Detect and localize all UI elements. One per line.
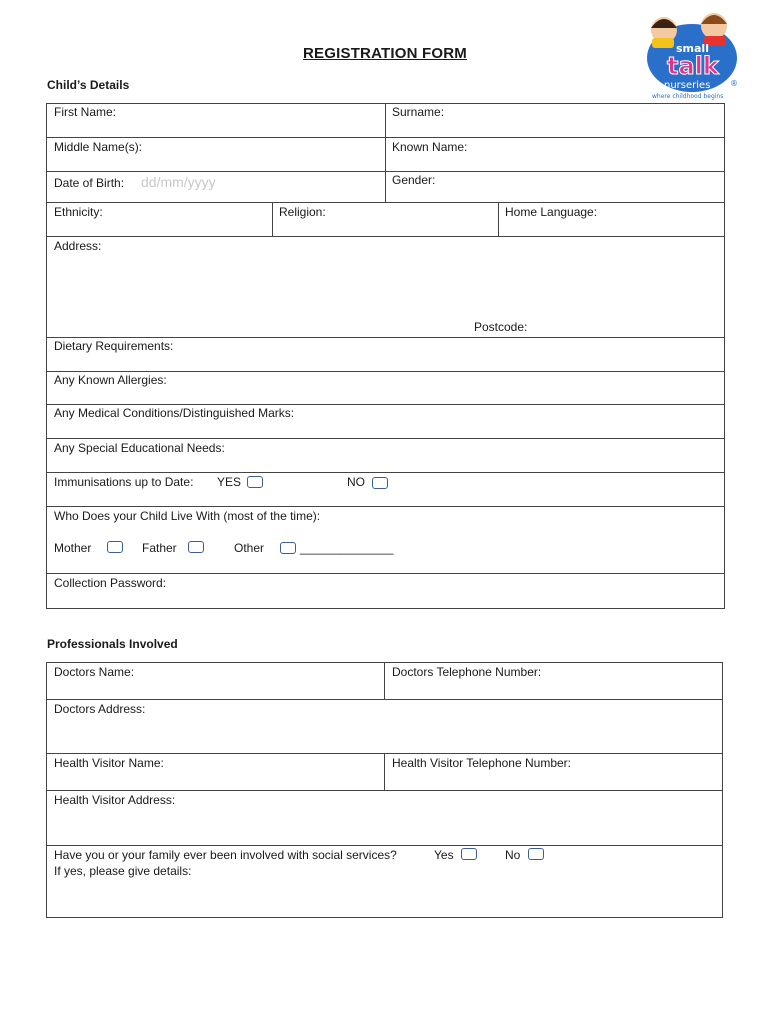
row-divider xyxy=(46,790,723,791)
health-visitor-phone-field[interactable]: Health Visitor Telephone Number: xyxy=(392,756,571,770)
row-divider xyxy=(46,236,725,237)
father-label: Father xyxy=(142,541,177,555)
immunisations-no-checkbox[interactable] xyxy=(372,477,388,489)
other-write-in-line[interactable]: ______________ xyxy=(300,541,394,555)
home-language-field[interactable]: Home Language: xyxy=(505,205,598,219)
lives-with-label: Who Does your Child Live With (most of the time): xyxy=(54,509,321,523)
row-divider xyxy=(46,699,723,700)
row-divider xyxy=(46,573,725,574)
health-visitor-name-field[interactable]: Health Visitor Name: xyxy=(54,756,164,770)
mother-checkbox[interactable] xyxy=(107,541,123,553)
column-divider xyxy=(385,103,386,202)
social-services-no-checkbox[interactable] xyxy=(528,848,544,860)
dietary-requirements-field[interactable]: Dietary Requirements: xyxy=(54,339,174,353)
column-divider xyxy=(498,202,499,236)
religion-field[interactable]: Religion: xyxy=(279,205,326,219)
special-educational-needs-field[interactable]: Any Special Educational Needs: xyxy=(54,441,225,455)
first-name-field[interactable]: First Name: xyxy=(54,105,117,119)
address-field[interactable]: Address: xyxy=(54,239,102,253)
postcode-field[interactable]: Postcode: xyxy=(474,320,528,334)
immunisations-yes-label: YES xyxy=(217,475,242,489)
logo-word-small: small xyxy=(676,42,709,55)
logo-word-talk: talk xyxy=(667,52,719,80)
health-visitor-address-field[interactable]: Health Visitor Address: xyxy=(54,793,176,807)
immunisations-label: Immunisations up to Date: xyxy=(54,475,194,489)
row-divider xyxy=(46,202,725,203)
doctors-phone-field[interactable]: Doctors Telephone Number: xyxy=(392,665,542,679)
section-heading-professionals: Professionals Involved xyxy=(47,637,178,651)
row-divider xyxy=(46,438,725,439)
dob-input[interactable]: dd/mm/yyyy xyxy=(141,174,216,190)
row-divider xyxy=(46,337,725,338)
gender-field[interactable]: Gender: xyxy=(392,173,436,187)
immunisations-no-label: NO xyxy=(347,475,365,489)
known-name-field[interactable]: Known Name: xyxy=(392,140,468,154)
page-title: REGISTRATION FORM xyxy=(303,45,467,62)
dob-label: Date of Birth: xyxy=(54,176,125,190)
other-label: Other xyxy=(234,541,265,555)
social-services-no-label: No xyxy=(505,848,521,862)
row-divider xyxy=(46,506,725,507)
row-divider xyxy=(46,472,725,473)
father-checkbox[interactable] xyxy=(188,541,204,553)
social-services-yes-label: Yes xyxy=(434,848,454,862)
column-divider xyxy=(272,202,273,236)
allergies-field[interactable]: Any Known Allergies: xyxy=(54,373,167,387)
logo-registered-mark: ® xyxy=(730,79,738,88)
ethnicity-field[interactable]: Ethnicity: xyxy=(54,205,103,219)
logo-tagline: where childhood begins xyxy=(652,93,724,100)
surname-field[interactable]: Surname: xyxy=(392,105,445,119)
row-divider xyxy=(46,404,725,405)
row-divider xyxy=(46,845,723,846)
row-divider xyxy=(46,371,725,372)
doctors-name-field[interactable]: Doctors Name: xyxy=(54,665,135,679)
mother-label: Mother xyxy=(54,541,92,555)
social-services-yes-checkbox[interactable] xyxy=(461,848,477,860)
immunisations-yes-checkbox[interactable] xyxy=(247,476,263,488)
doctors-address-field[interactable]: Doctors Address: xyxy=(54,702,146,716)
other-checkbox[interactable] xyxy=(280,542,296,554)
column-divider xyxy=(384,662,385,699)
medical-conditions-field[interactable]: Any Medical Conditions/Distinguished Marks: xyxy=(54,406,295,420)
social-services-question: Have you or your family ever been involved with social services? xyxy=(54,848,397,862)
logo-word-nurseries: nurseries xyxy=(664,80,711,91)
social-services-details-field[interactable]: If yes, please give details: xyxy=(54,864,192,878)
column-divider xyxy=(384,753,385,790)
middle-names-field[interactable]: Middle Name(s): xyxy=(54,140,143,154)
collection-password-field[interactable]: Collection Password: xyxy=(54,576,167,590)
section-heading-childs-details: Child’s Details xyxy=(47,78,130,92)
